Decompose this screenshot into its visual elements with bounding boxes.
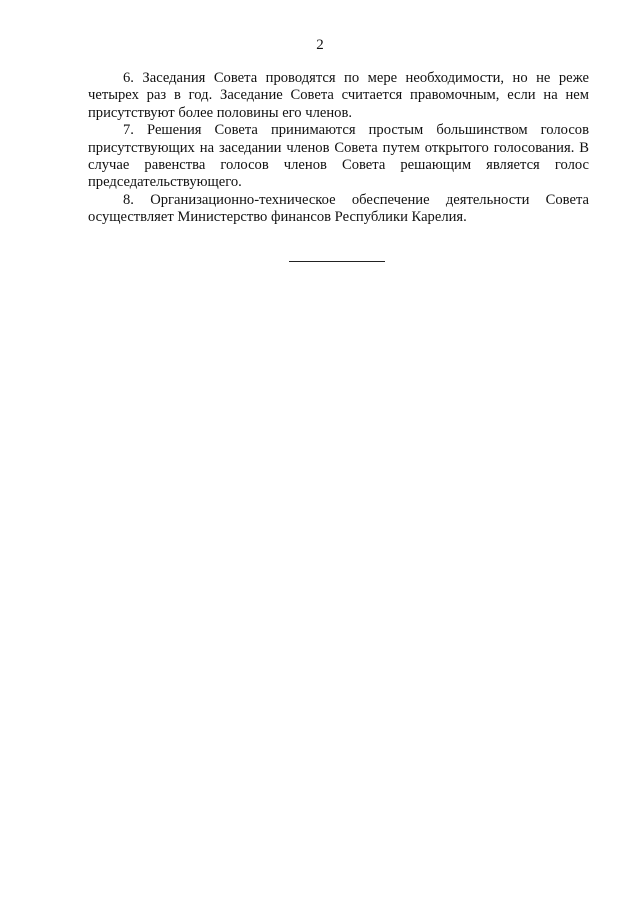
paragraph-6: 6. Заседания Совета проводятся по мере необходимости, но не реже четырех раз в год. Заседание Совета считается правомочным, если на нем присутствуют более половины его членов. — [88, 70, 589, 121]
paragraph-8: 8. Организационно-техническое обеспечение деятельности Совета осуществляет Министерство финансов Республики Карелия. — [88, 191, 589, 226]
page-number: 2 — [316, 37, 324, 53]
end-of-document-rule — [289, 261, 385, 262]
paragraph-7: 7. Решения Совета принимаются простым большинством голосов присутствующих на заседании членов Совета путем открытого голосования. В случае равенства голосов членов Совета решающим является голос председательствующего. — [88, 122, 589, 191]
document-body — [88, 70, 589, 227]
